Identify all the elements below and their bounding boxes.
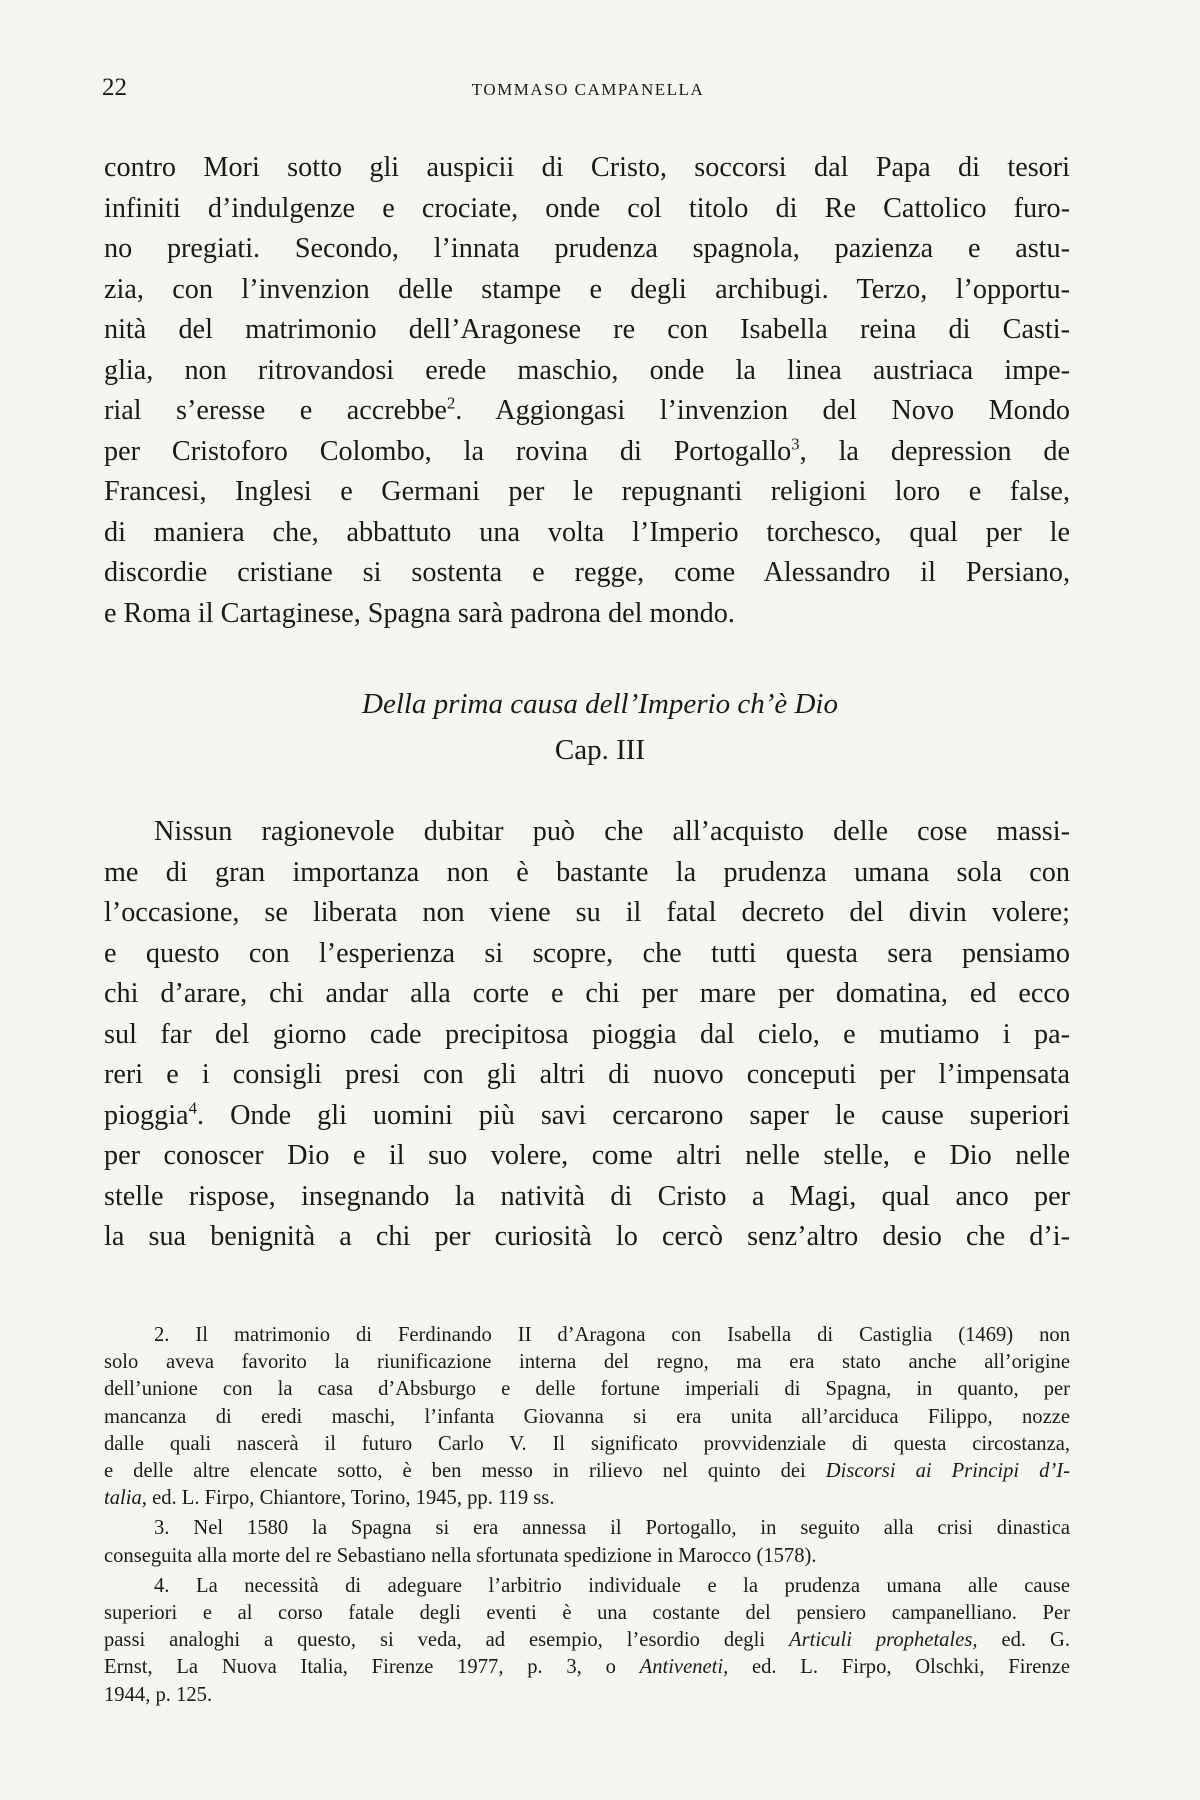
chapter-number: Cap. III [554, 734, 646, 766]
text-line: sul far del giorno cade precipitosa pioggia dal cielo, e mutiamo i pa- [104, 1018, 1070, 1050]
work-title: Discorsi ai Principi d’I- [825, 1460, 1070, 1483]
footnote-3-line: conseguita alla morte del re Sebastiano nella sfortunata spedizione in Marocco (1578). [104, 1544, 817, 1567]
text-line: la sua benignità a chi per curiosità lo cercò senz’altro desio che d’i- [104, 1221, 1070, 1252]
text-line: reri e i consigli presi con gli altri di nuovo conceputi per l’impensata [104, 1059, 1070, 1090]
text-segment: rial s’eresse e accrebbe [104, 395, 447, 426]
footnote-ref-2[interactable]: 2 [446, 393, 456, 413]
running-title: TOMMASO CAMPANELLA [471, 80, 705, 99]
chapter-paragraph [104, 812, 1070, 1258]
text-line: Francesi, Inglesi e Germani per le repugnanti religioni loro e false, [104, 476, 1070, 507]
text-line: di maniera che, abbattuto una volta l’Imperio torchesco, qual per le [104, 516, 1070, 548]
text-segment: ed. L. Firpo, Olschki, Firenze [728, 1656, 1070, 1679]
footnote-2-line [104, 1458, 1070, 1485]
footnote-2-line: dell’unione con la casa d’Absburgo e delle fortune imperiali di Spagna, in quanto, per [104, 1378, 1070, 1401]
text-segment: pioggia [104, 1099, 189, 1131]
text-line: infiniti d’indulgenze e crociate, onde col titolo di Re Cattolico furo- [104, 192, 1070, 224]
paragraph-continuation [104, 148, 1070, 634]
footnote-2-line: dalle quali nascerà il futuro Carlo V. Il significato provvidenziale di questa circostanza, [104, 1432, 1070, 1455]
footnote-3-line: 3. Nel 1580 la Spagna si era annessa il Portogallo, in seguito alla crisi dinastica [154, 1517, 1070, 1540]
text-line: chi d’arare, chi andar alla corte e chi per mare per domatina, ed ecco [104, 978, 1070, 1009]
footnote-4-line [104, 1627, 1070, 1654]
text-segment: passi analoghi a questo, si veda, ad esempio, l’esordio degli [104, 1629, 789, 1652]
text-line: contro Mori sotto gli auspicii di Cristo, soccorsi dal Papa di tesori [104, 152, 1070, 183]
work-title: Articuli prophetales, [789, 1629, 978, 1652]
chapter-title: Della prima causa dell’Imperio ch’è Dio [362, 688, 838, 720]
footnote-ref-3[interactable]: 3 [791, 434, 800, 454]
text-line [104, 1096, 1070, 1137]
footnote-2-line: mancanza di eredi maschi, l’infanta Giovanna si era unita all’arciduca Filippo, nozze [104, 1405, 1070, 1428]
text-segment: . Aggiongasi l’invenzion del Novo Mondo [455, 395, 1071, 426]
work-title: Antiveneti, [639, 1656, 729, 1679]
footnote-4-line: superiori e al corso fatale degli eventi è una costante del pensiero campanelliano. Per [104, 1602, 1070, 1625]
page-number: 22 [102, 74, 127, 101]
text-line: nità del matrimonio dell’Aragonese re con Isabella reina di Casti- [104, 314, 1070, 345]
footnote-ref-4[interactable]: 4 [188, 1098, 198, 1118]
text-line [104, 391, 1070, 432]
footnote-4-line: 4. La necessità di adeguare l’arbitrio individuale e la prudenza umana alle cause [154, 1574, 1070, 1597]
text-line: e Roma il Cartaginese, Spagna sarà padrona del mondo. [104, 597, 735, 629]
text-segment: e delle altre elencate sotto, è ben messo in rilievo nel quinto dei [104, 1460, 826, 1483]
text-line [104, 432, 1070, 473]
page-header [102, 74, 1074, 114]
text-line: no pregiati. Secondo, l’innata prudenza spagnola, pazienza e astu- [104, 233, 1070, 264]
text-segment: ed. G. [977, 1629, 1071, 1652]
text-line: per conoscer Dio e il suo volere, come altri nelle stelle, e Dio nelle [104, 1140, 1070, 1171]
text-line: Nissun ragionevole dubitar può che all’acquisto delle cose massi- [154, 816, 1070, 847]
footnote-2-line [104, 1485, 1070, 1512]
footnote-4-line: 1944, p. 125. [104, 1683, 213, 1706]
text-line: l’occasione, se liberata non viene su il fatal decreto del divin volere; [104, 897, 1070, 928]
text-segment: Ernst, La Nuova Italia, Firenze 1977, p. 3, o [104, 1656, 640, 1679]
text-segment: , la depression de [799, 435, 1070, 467]
text-segment: . Onde gli uomini più savi cercarono saper le cause superiori [197, 1099, 1070, 1131]
text-line: discordie cristiane si sostenta e regge, come Alessandro il Persiano, [104, 557, 1070, 588]
text-line: zia, con l’invenzion delle stampe e degli archibugi. Terzo, l’opportu- [104, 273, 1070, 305]
footnotes [104, 1322, 1070, 1709]
footnote-2-line: solo aveva favorito la riunificazione interna del regno, ma era stato anche all’origine [104, 1351, 1070, 1374]
text-line: glia, non ritrovandosi erede maschio, onde la linea austriaca impe- [104, 354, 1070, 386]
footnote-2-line: 2. Il matrimonio di Ferdinando II d’Aragona con Isabella di Castiglia (1469) non [154, 1324, 1070, 1346]
text-segment: ed. L. Firpo, Chiantore, Torino, 1945, pp. 119 ss. [146, 1487, 555, 1510]
work-title: talia, [104, 1487, 147, 1510]
footnote-4-line [104, 1654, 1070, 1681]
text-line: stelle rispose, insegnando la natività di Cristo a Magi, qual anco per [104, 1180, 1070, 1212]
text-segment: per Cristoforo Colombo, la rovina di Portogallo [104, 435, 792, 467]
text-line: me di gran importanza non è bastante la prudenza umana sola con [104, 856, 1070, 888]
text-line: e questo con l’esperienza si scopre, che tutti questa sera pensiamo [104, 937, 1070, 969]
